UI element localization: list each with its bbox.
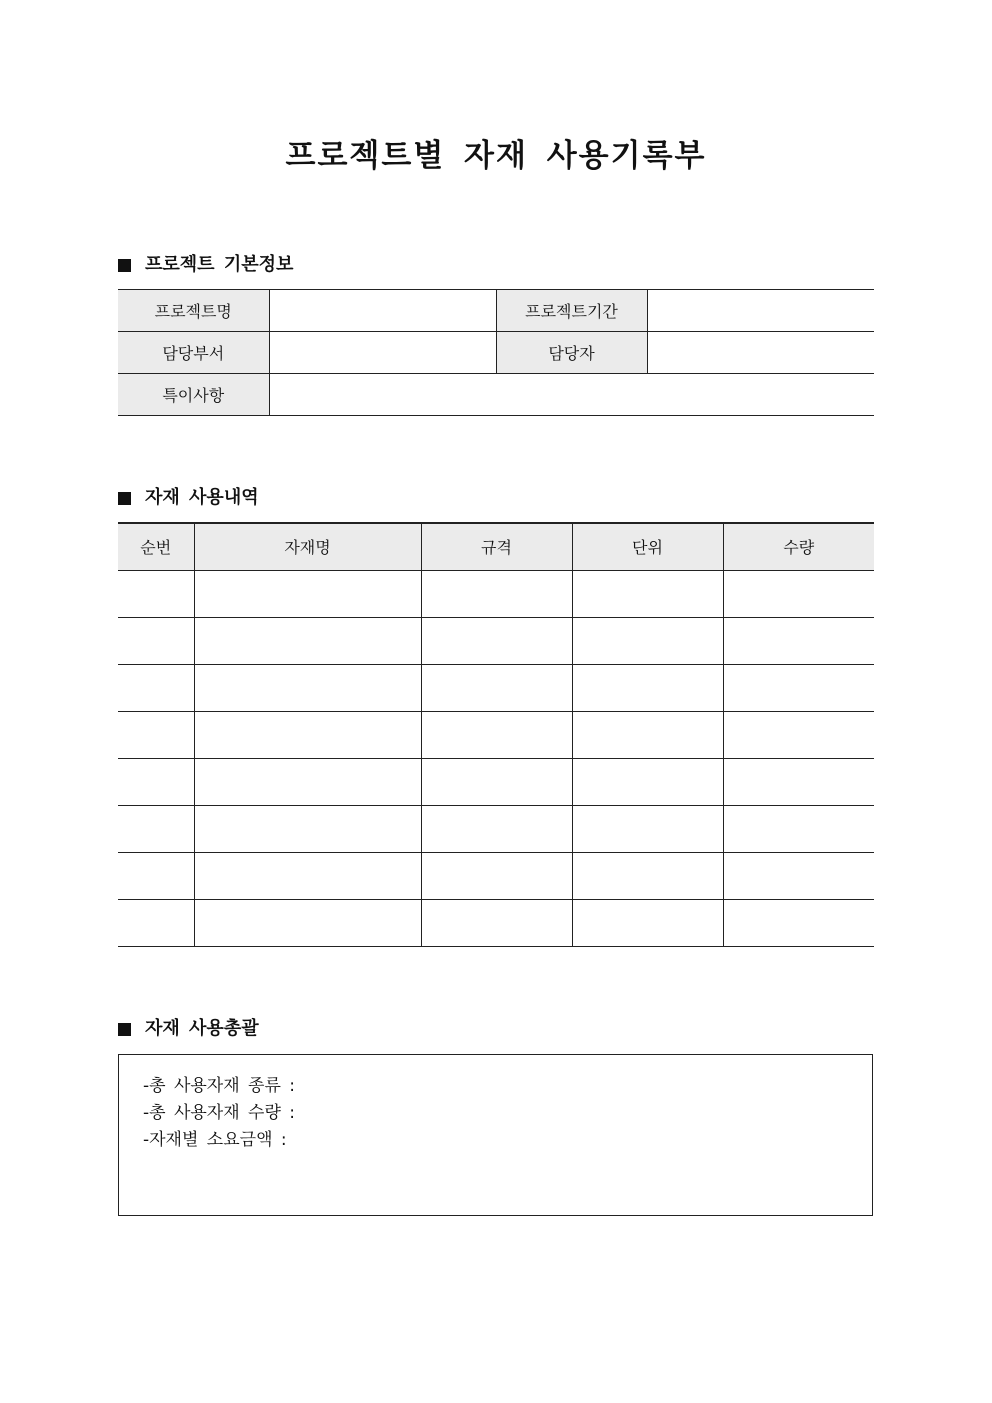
cell-material-name[interactable] (194, 711, 421, 758)
cell-no[interactable] (118, 570, 194, 617)
usage-header-row (118, 523, 874, 570)
cell-unit[interactable] (572, 570, 723, 617)
remarks-label: 특이사항 (118, 374, 269, 416)
info-row (118, 374, 874, 416)
cell-no[interactable] (118, 758, 194, 805)
table-row (118, 758, 874, 805)
square-bullet-icon (118, 492, 131, 505)
cell-unit[interactable] (572, 617, 723, 664)
basic-info-heading (118, 253, 293, 277)
summary-heading (118, 1017, 259, 1041)
summary-heading-text: 자재 사용총괄 (145, 1018, 259, 1039)
table-row (118, 899, 874, 946)
summary-total-quantity: -총 사용자재 수량 : (143, 1103, 296, 1123)
department-field[interactable] (269, 332, 496, 374)
cell-quantity[interactable] (723, 758, 874, 805)
info-row (118, 290, 874, 332)
cell-material-name[interactable] (194, 664, 421, 711)
cell-unit[interactable] (572, 758, 723, 805)
cell-quantity[interactable] (723, 711, 874, 758)
basic-info-table (118, 289, 874, 416)
project-name-field[interactable] (269, 290, 496, 332)
usage-table (118, 522, 874, 947)
cell-spec[interactable] (421, 758, 572, 805)
cell-quantity[interactable] (723, 617, 874, 664)
cell-unit[interactable] (572, 852, 723, 899)
table-row (118, 617, 874, 664)
usage-heading-text: 자재 사용내역 (145, 487, 259, 508)
cell-no[interactable] (118, 852, 194, 899)
cell-unit[interactable] (572, 664, 723, 711)
cell-spec[interactable] (421, 570, 572, 617)
cell-material-name[interactable] (194, 805, 421, 852)
page-title: 프로젝트별 자재 사용기록부 (285, 138, 707, 174)
manager-label: 담당자 (496, 332, 647, 374)
table-row (118, 570, 874, 617)
summary-cost-by-material: -자재별 소요금액 : (143, 1130, 287, 1150)
cell-no[interactable] (118, 617, 194, 664)
cell-quantity[interactable] (723, 852, 874, 899)
cell-unit[interactable] (572, 711, 723, 758)
manager-field[interactable] (647, 332, 874, 374)
project-name-label: 프로젝트명 (118, 290, 269, 332)
cell-material-name[interactable] (194, 758, 421, 805)
summary-box[interactable] (118, 1054, 873, 1216)
cell-no[interactable] (118, 711, 194, 758)
table-row (118, 664, 874, 711)
table-row (118, 852, 874, 899)
cell-spec[interactable] (421, 852, 572, 899)
cell-material-name[interactable] (194, 852, 421, 899)
cell-unit[interactable] (572, 805, 723, 852)
project-period-label: 프로젝트기간 (496, 290, 647, 332)
cell-spec[interactable] (421, 664, 572, 711)
department-label: 담당부서 (118, 332, 269, 374)
cell-spec[interactable] (421, 899, 572, 946)
square-bullet-icon (118, 1023, 131, 1036)
cell-spec[interactable] (421, 711, 572, 758)
usage-heading (118, 486, 259, 510)
cell-material-name[interactable] (194, 617, 421, 664)
column-header-no: 순번 (118, 523, 194, 570)
cell-unit[interactable] (572, 899, 723, 946)
project-period-field[interactable] (647, 290, 874, 332)
column-header-material-name: 자재명 (194, 523, 421, 570)
table-row (118, 711, 874, 758)
cell-no[interactable] (118, 899, 194, 946)
cell-quantity[interactable] (723, 570, 874, 617)
basic-info-heading-text: 프로젝트 기본정보 (145, 254, 294, 275)
remarks-field[interactable] (269, 374, 874, 416)
info-row (118, 332, 874, 374)
cell-material-name[interactable] (194, 899, 421, 946)
cell-no[interactable] (118, 664, 194, 711)
table-row (118, 805, 874, 852)
cell-spec[interactable] (421, 617, 572, 664)
cell-no[interactable] (118, 805, 194, 852)
cell-quantity[interactable] (723, 664, 874, 711)
column-header-spec: 규격 (421, 523, 572, 570)
column-header-unit: 단위 (572, 523, 723, 570)
column-header-quantity: 수량 (723, 523, 874, 570)
cell-spec[interactable] (421, 805, 572, 852)
cell-material-name[interactable] (194, 570, 421, 617)
cell-quantity[interactable] (723, 805, 874, 852)
summary-total-types: -총 사용자재 종류 : (143, 1076, 296, 1096)
cell-quantity[interactable] (723, 899, 874, 946)
square-bullet-icon (118, 259, 131, 272)
